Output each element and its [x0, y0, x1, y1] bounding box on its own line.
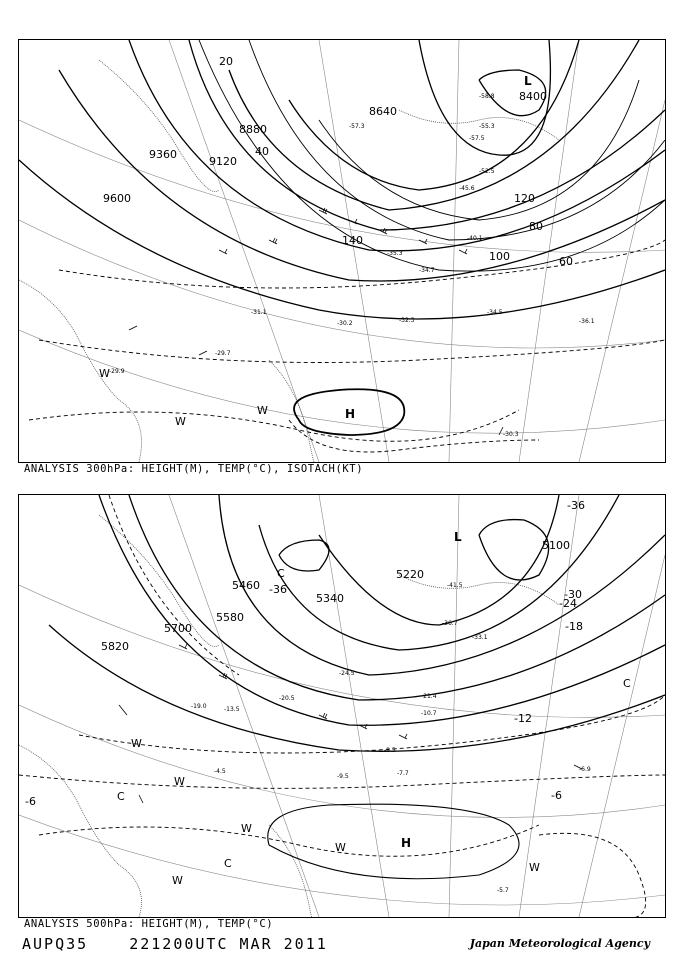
temp-label: -36.1 [579, 318, 595, 325]
station-value: -13.5 [224, 706, 240, 713]
temp-label: -30.3 [503, 431, 519, 438]
temp-label: -34.7 [419, 267, 435, 274]
temp-label: -57.5 [469, 135, 485, 142]
isotherm-label: -24 [559, 597, 577, 610]
temp-label: -30.2 [337, 320, 353, 327]
isotach-label: 80 [529, 220, 543, 233]
height-label: 5580 [216, 611, 244, 624]
station-value: -7.7 [397, 770, 409, 777]
valid-datetime: 221200UTC MAR 2011 [129, 935, 328, 953]
temp-label: -35.3 [387, 250, 403, 257]
chart-500hpa-map [19, 495, 665, 917]
temp-label: -29.9 [109, 368, 125, 375]
isotherm-label: -12 [514, 712, 532, 725]
temp-label: -29.7 [215, 350, 231, 357]
height-label: 8640 [369, 105, 397, 118]
cold-mark: C [117, 790, 125, 803]
isotherm-label: -6 [25, 795, 36, 808]
station-value: -20.5 [279, 695, 295, 702]
cold-mark: C [277, 567, 285, 580]
warm-mark: W [174, 775, 185, 788]
high-marker: H [401, 836, 412, 850]
temp-label: -34.5 [487, 309, 503, 316]
warm-mark: W [257, 404, 268, 417]
graticule [19, 40, 665, 462]
caption-300hpa: ANALYSIS 300hPa: HEIGHT(M), TEMP(°C), ISOTACH(KT) [24, 463, 364, 475]
height-label: 5700 [164, 622, 192, 635]
isotach-label: 20 [219, 55, 233, 68]
temp-label: -55.3 [479, 123, 495, 130]
height-label: 5100 [542, 539, 570, 552]
height-label: 5820 [101, 640, 129, 653]
station-value: -6.9 [579, 766, 591, 773]
isotach-label: 60 [559, 255, 573, 268]
isotachs [199, 40, 665, 435]
temp-label: -58.8 [479, 93, 495, 100]
temp-label: -52.5 [479, 168, 495, 175]
low-marker: L [524, 74, 532, 88]
coastlines [19, 60, 559, 462]
chart-300hpa-map [19, 40, 665, 462]
station-value: -4.5 [214, 768, 226, 775]
station-value: -9.5 [337, 773, 349, 780]
height-contours [49, 495, 665, 879]
isotach-label: 100 [489, 250, 510, 263]
warm-mark: W [99, 367, 110, 380]
height-label: 9600 [103, 192, 131, 205]
height-label: 8400 [519, 90, 547, 103]
wind-barbs [129, 208, 503, 435]
station-value: -24.5 [339, 670, 355, 677]
caption-500hpa: ANALYSIS 500hPa: HEIGHT(M), TEMP(°C) [24, 918, 274, 930]
station-value: -5.7 [497, 887, 509, 894]
chart-300hpa [18, 39, 666, 463]
temp-label: -31.1 [251, 309, 267, 316]
isotherm-label: -6 [551, 789, 562, 802]
height-label: 5460 [232, 579, 260, 592]
warm-mark: W [131, 737, 142, 750]
wind-barbs [119, 644, 582, 803]
station-value: -10.7 [421, 710, 437, 717]
product-code: AUPQ35 [22, 935, 89, 953]
high-marker: H [345, 407, 356, 421]
warm-mark: W [175, 415, 186, 428]
station-value: -21.4 [421, 693, 437, 700]
coastlines [19, 515, 559, 917]
height-label: 9120 [209, 155, 237, 168]
isotherm-label: -30 [564, 588, 582, 601]
station-value: -41.5 [447, 582, 463, 589]
temp-label: -32.3 [399, 317, 415, 324]
cold-mark: C [224, 857, 232, 870]
station-value: -8.5 [384, 747, 396, 754]
chart-500hpa [18, 494, 666, 918]
temp-label: -40.1 [467, 235, 483, 242]
warm-mark: W [241, 822, 252, 835]
warm-mark: W [172, 874, 183, 887]
station-value: -33.1 [472, 634, 488, 641]
height-label: 8880 [239, 123, 267, 136]
isotach-label: 40 [255, 145, 269, 158]
isotherm-label: -36 [567, 499, 585, 512]
temp-label: -57.3 [349, 123, 365, 130]
isotach-label: 140 [342, 234, 363, 247]
isotherm-label: -18 [565, 620, 583, 633]
temp-label: -45.6 [459, 185, 475, 192]
isotherm-label: -36 [269, 583, 287, 596]
agency-name: Japan Meteorological Agency [469, 937, 650, 950]
isotach-label: 120 [514, 192, 535, 205]
station-value: -36.7 [442, 620, 458, 627]
height-label: 9360 [149, 148, 177, 161]
low-marker: L [454, 530, 462, 544]
height-label: 5340 [316, 592, 344, 605]
warm-mark: W [529, 861, 540, 874]
chart-identifier [22, 935, 358, 953]
station-value: -19.0 [191, 703, 207, 710]
height-label: 5220 [396, 568, 424, 581]
cold-mark: C [623, 677, 631, 690]
warm-mark: W [335, 841, 346, 854]
